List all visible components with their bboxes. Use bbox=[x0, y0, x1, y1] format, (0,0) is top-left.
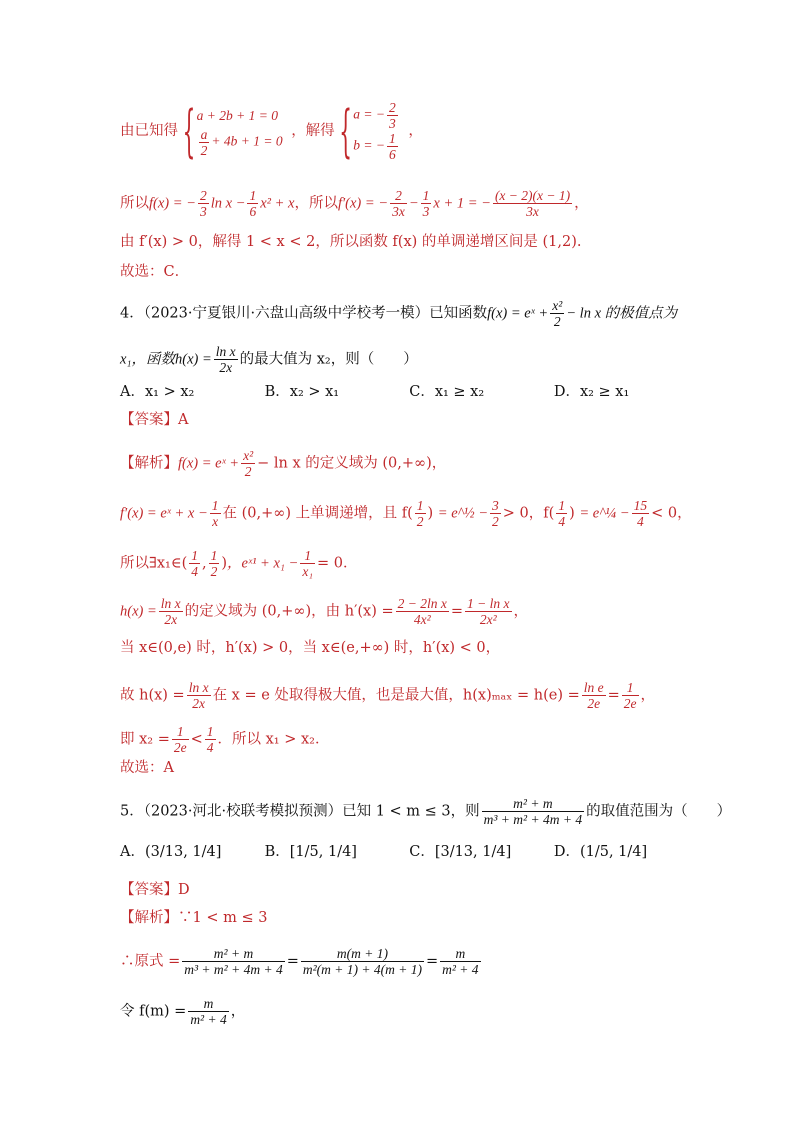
solution-4-line-3: 所以∃x₁∈( $\frac{1}{4}$ , $\frac{1}{2}$ )，eˣ¹ + x₁ − $\frac{1}{\text{x₁}}$ = 0． bbox=[120, 548, 358, 579]
question-4-options bbox=[120, 382, 674, 402]
option-d[interactable]: D．x₂ ≥ x₁ bbox=[553, 384, 630, 400]
answer-choice-q3: 故选：C． bbox=[120, 264, 190, 280]
solution-4-line-2: f′(x) = eˣ + x − $\frac{1}{x}$ 在 (0,+∞) 上单调递增，且 f( $\frac{1}{2}$ ) = e^½ − $\frac{3}{2}$ > 0，f( $\frac{1}{4}$ ) = e^¼ − $\frac{15}{4}$ < 0， bbox=[120, 498, 692, 529]
solution-5-line-1: 【解析】∵1 < m ≤ 3 bbox=[120, 910, 268, 926]
derivation-line-1: 由已知得 { a + 2b + 1 = 0 $\frac{a}{2}$ + 4b + 1 = 0 ，解得 { a = − $\frac{2}{3}$ b = − $\frac{1}{6}$ ， bbox=[120, 100, 423, 162]
solution-4-line-7: 即 x₂ = $\frac{1}{2e}$ < $\frac{1}{4}$ ．所以 x₁ > x₂． bbox=[120, 724, 330, 755]
equation-system-1: { a + 2b + 1 = 0 $\frac{a}{2}$ + 4b + 1 = 0 bbox=[187, 105, 283, 158]
option-a[interactable]: A．x₁ > x₂ bbox=[120, 384, 195, 400]
solution-4-line-1: 【解析】f(x) = eˣ + $\frac{\text{x²}}{2}$ − ln x 的定义域为 (0,+∞)， bbox=[120, 448, 447, 479]
question-5-line-1: 5．（2023·河北·校联考模拟预测）已知 1 < m ≤ 3，则 $\frac{\text{m² + m}}{\text{m³ + m² + 4m + 4}}$ 的取值范围为（ ） bbox=[120, 796, 732, 827]
question-4-line-2: x₁，函数h(x) = $\frac{\text{ln x}}{2x}$ 的最大值为 x₂，则（ ） bbox=[120, 344, 418, 375]
option-b[interactable]: B．[1/5, 1/4] bbox=[264, 844, 357, 860]
option-d[interactable]: D．(1/5, 1/4] bbox=[553, 844, 648, 860]
answer-label-q5: 【答案】D bbox=[120, 882, 190, 898]
option-c[interactable]: C．[3/13, 1/4] bbox=[409, 844, 512, 860]
solution-4-line-5: 当 x∈(0,e) 时，h′(x) > 0，当 x∈(e,+∞) 时，h′(x) < 0， bbox=[120, 640, 501, 656]
derivation-line-3: 由 f′(x) > 0，解得 1 < x < 2，所以函数 f(x) 的单调递增区间是 (1,2). bbox=[120, 234, 582, 250]
option-b[interactable]: B．x₂ > x₁ bbox=[264, 384, 340, 400]
question-4-line-1: 4．（2023·宁夏银川·六盘山高级中学校考一模）已知函数f(x) = eˣ + $\frac{\text{x²}}{2}$ − ln x 的极值点为 bbox=[120, 298, 678, 329]
equation-system-2: { a = − $\frac{2}{3}$ b = − $\frac{1}{6}$ bbox=[343, 100, 399, 162]
answer-label-q4: 【答案】A bbox=[120, 412, 189, 428]
solution-4-line-6: 故 h(x) = $\frac{\text{ln x}}{2x}$ 在 x = e 处取得极大值，也是最大值，h(x)ₘₐₓ = h(e) = $\frac{\text{ln e}}{2e}$ = $\frac{1}{2e}$ ， bbox=[120, 680, 656, 711]
answer-choice-q4: 故选：A bbox=[120, 760, 174, 776]
option-c[interactable]: C．x₁ ≥ x₂ bbox=[409, 384, 485, 400]
solution-5-line-2: ∴原式 = $\frac{\text{m² + m}}{\text{m³ + m² + 4m + 4}}$ = $\frac{m(m + 1)}{\text{m²(m + 1) + 4(m + 1)}}$ = $\frac{m}{\text{m² + 4}}$ bbox=[120, 946, 479, 977]
solution-4-line-4: h(x) = $\frac{\text{ln x}}{2x}$ 的定义域为 (0,+∞)，由 h′(x) = $\frac{\text{2 − 2ln x}}{\text{4x²}}$ = $\frac{\text{1 − ln x}}{\text{2x²}}$ ， bbox=[120, 596, 528, 627]
solution-5-line-3: 令 f(m) = $\frac{m}{\text{m² + 4}}$ ， bbox=[120, 996, 246, 1027]
question-5-options bbox=[120, 842, 674, 862]
derivation-line-2: 所以f(x) = − $\frac{2}{3}$ ln x − $\frac{1}{6}$ x² + x，所以f′(x) = − $\frac{2}{3x}$ − $\frac{1}{3}$ x + 1 = − $\frac{(x - 2)(x - 1)}{3x}$ ， bbox=[120, 188, 589, 219]
option-a[interactable]: A．(3/13, 1/4] bbox=[120, 844, 222, 860]
